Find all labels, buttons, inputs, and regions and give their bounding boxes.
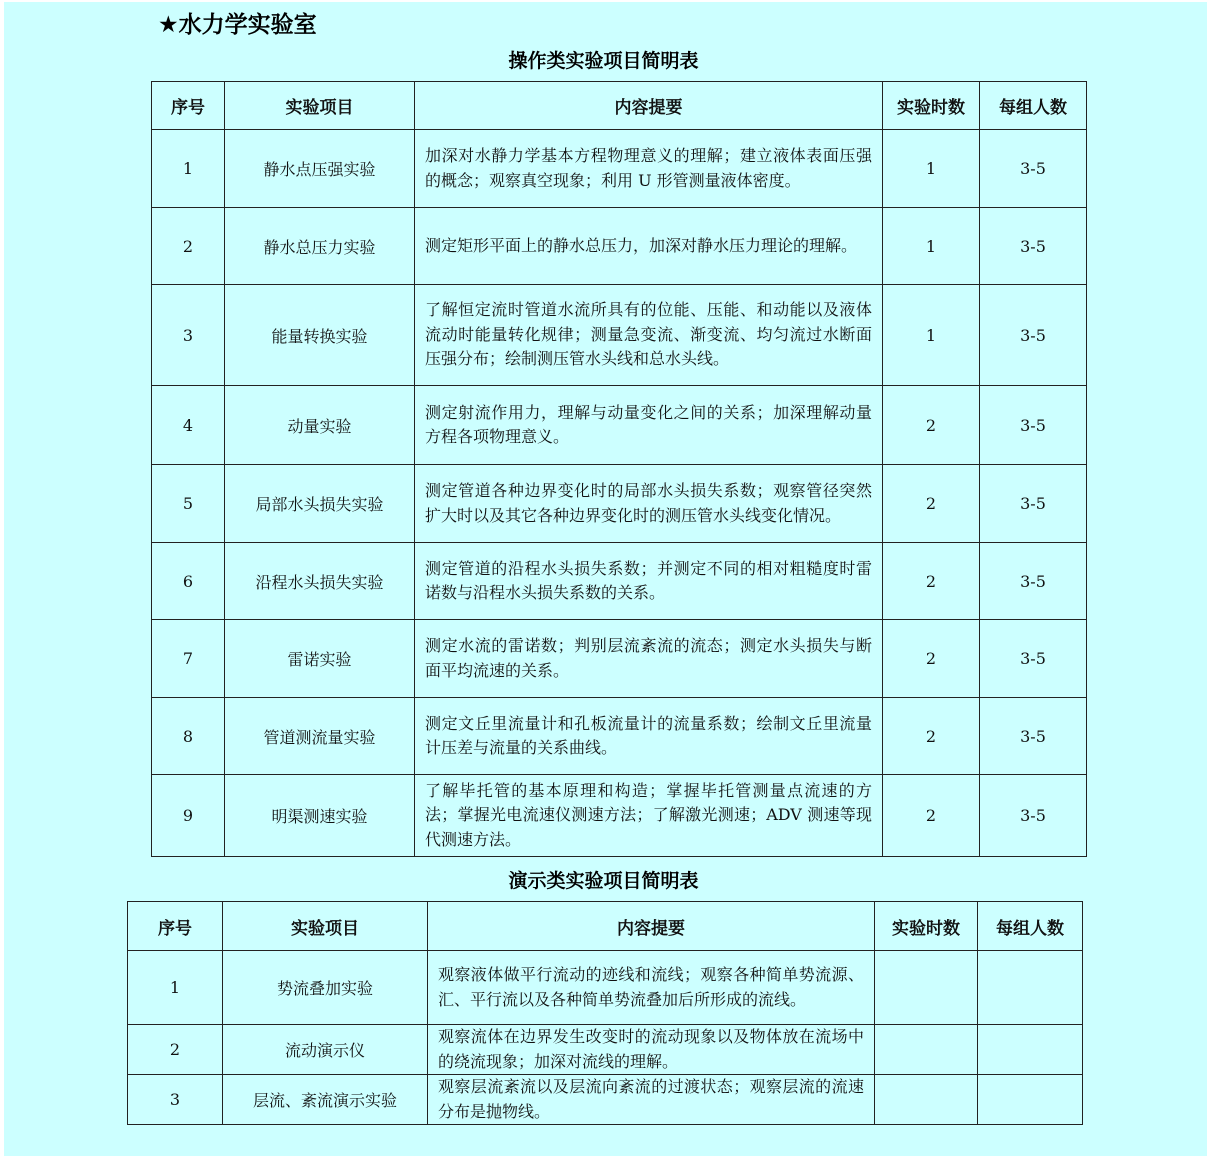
row-people: 3-5: [980, 620, 1087, 698]
header-desc: 内容提要: [415, 82, 883, 130]
row-name: 层流、紊流演示实验: [223, 1075, 428, 1125]
row-desc: 测定射流作用力，理解与动量变化之间的关系；加深理解动量方程各项物理意义。: [415, 386, 883, 465]
row-no: 1: [128, 951, 223, 1025]
row-desc: 观察层流紊流以及层流向紊流的过渡状态；观察层流的流速分布是抛物线。: [428, 1075, 875, 1125]
header-people: 每组人数: [978, 902, 1083, 951]
row-name: 沿程水头损失实验: [225, 543, 415, 620]
row-hours: 1: [883, 130, 980, 208]
row-name: 雷诺实验: [225, 620, 415, 698]
row-no: 2: [128, 1025, 223, 1075]
row-desc: 观察流体在边界发生改变时的流动现象以及物体放在流场中的绕流现象；加深对流线的理解。: [428, 1025, 875, 1075]
header-name: 实验项目: [223, 902, 428, 951]
row-name: 静水点压强实验: [225, 130, 415, 208]
row-hours: [875, 1075, 978, 1125]
row-hours: [875, 951, 978, 1025]
table-row: [152, 620, 1087, 698]
row-desc: 测定管道的沿程水头损失系数；并测定不同的相对粗糙度时雷诺数与沿程水头损失系数的关系。: [415, 543, 883, 620]
demo-table: [127, 901, 1083, 1125]
row-no: 7: [152, 620, 225, 698]
row-people: 3-5: [980, 208, 1087, 285]
row-hours: 2: [883, 620, 980, 698]
row-hours: 2: [883, 775, 980, 857]
row-hours: 2: [883, 543, 980, 620]
row-desc: 测定文丘里流量计和孔板流量计的流量系数；绘制文丘里流量计压差与流量的关系曲线。: [415, 698, 883, 775]
header-no: 序号: [152, 82, 225, 130]
row-people: 3-5: [980, 698, 1087, 775]
row-desc: 了解毕托管的基本原理和构造；掌握毕托管测量点流速的方法；掌握光电流速仪测速方法；了解激光测速；ADV 测速等现代测速方法。: [415, 775, 883, 857]
row-people: [978, 1025, 1083, 1075]
table-header-row: [152, 82, 1087, 130]
row-hours: 1: [883, 208, 980, 285]
row-people: 3-5: [980, 543, 1087, 620]
row-desc: 测定矩形平面上的静水总压力，加深对静水压力理论的理解。: [415, 208, 883, 285]
operation-table-title: 操作类实验项目简明表: [508, 50, 699, 72]
row-people: [978, 951, 1083, 1025]
row-no: 5: [152, 465, 225, 543]
table-row: [152, 465, 1087, 543]
row-no: 3: [152, 285, 225, 386]
table-row: [152, 543, 1087, 620]
table-row: [152, 775, 1087, 857]
row-people: 3-5: [980, 285, 1087, 386]
header-hours: 实验时数: [875, 902, 978, 951]
row-desc: 测定管道各种边界变化时的局部水头损失系数；观察管径突然扩大时以及其它各种边界变化时的测压管水头线变化情况。: [415, 465, 883, 543]
table-row: [128, 951, 1083, 1025]
row-name: 能量转换实验: [225, 285, 415, 386]
table-header-row: [128, 902, 1083, 951]
row-hours: 2: [883, 698, 980, 775]
table-row: [152, 130, 1087, 208]
row-name: 静水总压力实验: [225, 208, 415, 285]
table-row: [152, 698, 1087, 775]
lab-title: ★水力学实验室: [158, 12, 317, 38]
row-people: 3-5: [980, 386, 1087, 465]
row-no: 2: [152, 208, 225, 285]
row-hours: [875, 1025, 978, 1075]
table-row: [128, 1075, 1083, 1125]
row-people: [978, 1075, 1083, 1125]
header-people: 每组人数: [980, 82, 1087, 130]
table-row: [128, 1025, 1083, 1075]
header-name: 实验项目: [225, 82, 415, 130]
row-hours: 1: [883, 285, 980, 386]
row-hours: 2: [883, 386, 980, 465]
row-no: 1: [152, 130, 225, 208]
row-desc: 观察液体做平行流动的迹线和流线；观察各种简单势流源、汇、平行流以及各种简单势流叠加后所形成的流线。: [428, 951, 875, 1025]
row-desc: 了解恒定流时管道水流所具有的位能、压能、和动能以及液体流动时能量转化规律；测量急变流、渐变流、均匀流过水断面压强分布；绘制测压管水头线和总水头线。: [415, 285, 883, 386]
row-name: 动量实验: [225, 386, 415, 465]
header-desc: 内容提要: [428, 902, 875, 951]
row-name: 明渠测速实验: [225, 775, 415, 857]
row-no: 8: [152, 698, 225, 775]
row-people: 3-5: [980, 775, 1087, 857]
row-desc: 测定水流的雷诺数；判别层流紊流的流态；测定水头损失与断面平均流速的关系。: [415, 620, 883, 698]
demo-table-title: 演示类实验项目简明表: [508, 870, 699, 892]
row-no: 4: [152, 386, 225, 465]
row-name: 流动演示仪: [223, 1025, 428, 1075]
row-hours: 2: [883, 465, 980, 543]
row-people: 3-5: [980, 465, 1087, 543]
table-row: [152, 285, 1087, 386]
row-no: 9: [152, 775, 225, 857]
header-hours: 实验时数: [883, 82, 980, 130]
row-desc: 加深对水静力学基本方程物理意义的理解；建立液体表面压强的概念；观察真空现象；利用 U 形管测量液体密度。: [415, 130, 883, 208]
row-name: 势流叠加实验: [223, 951, 428, 1025]
table-row: [152, 386, 1087, 465]
operation-table: [151, 81, 1087, 857]
row-no: 6: [152, 543, 225, 620]
row-name: 管道测流量实验: [225, 698, 415, 775]
header-no: 序号: [128, 902, 223, 951]
row-no: 3: [128, 1075, 223, 1125]
row-people: 3-5: [980, 130, 1087, 208]
table-row: [152, 208, 1087, 285]
row-name: 局部水头损失实验: [225, 465, 415, 543]
